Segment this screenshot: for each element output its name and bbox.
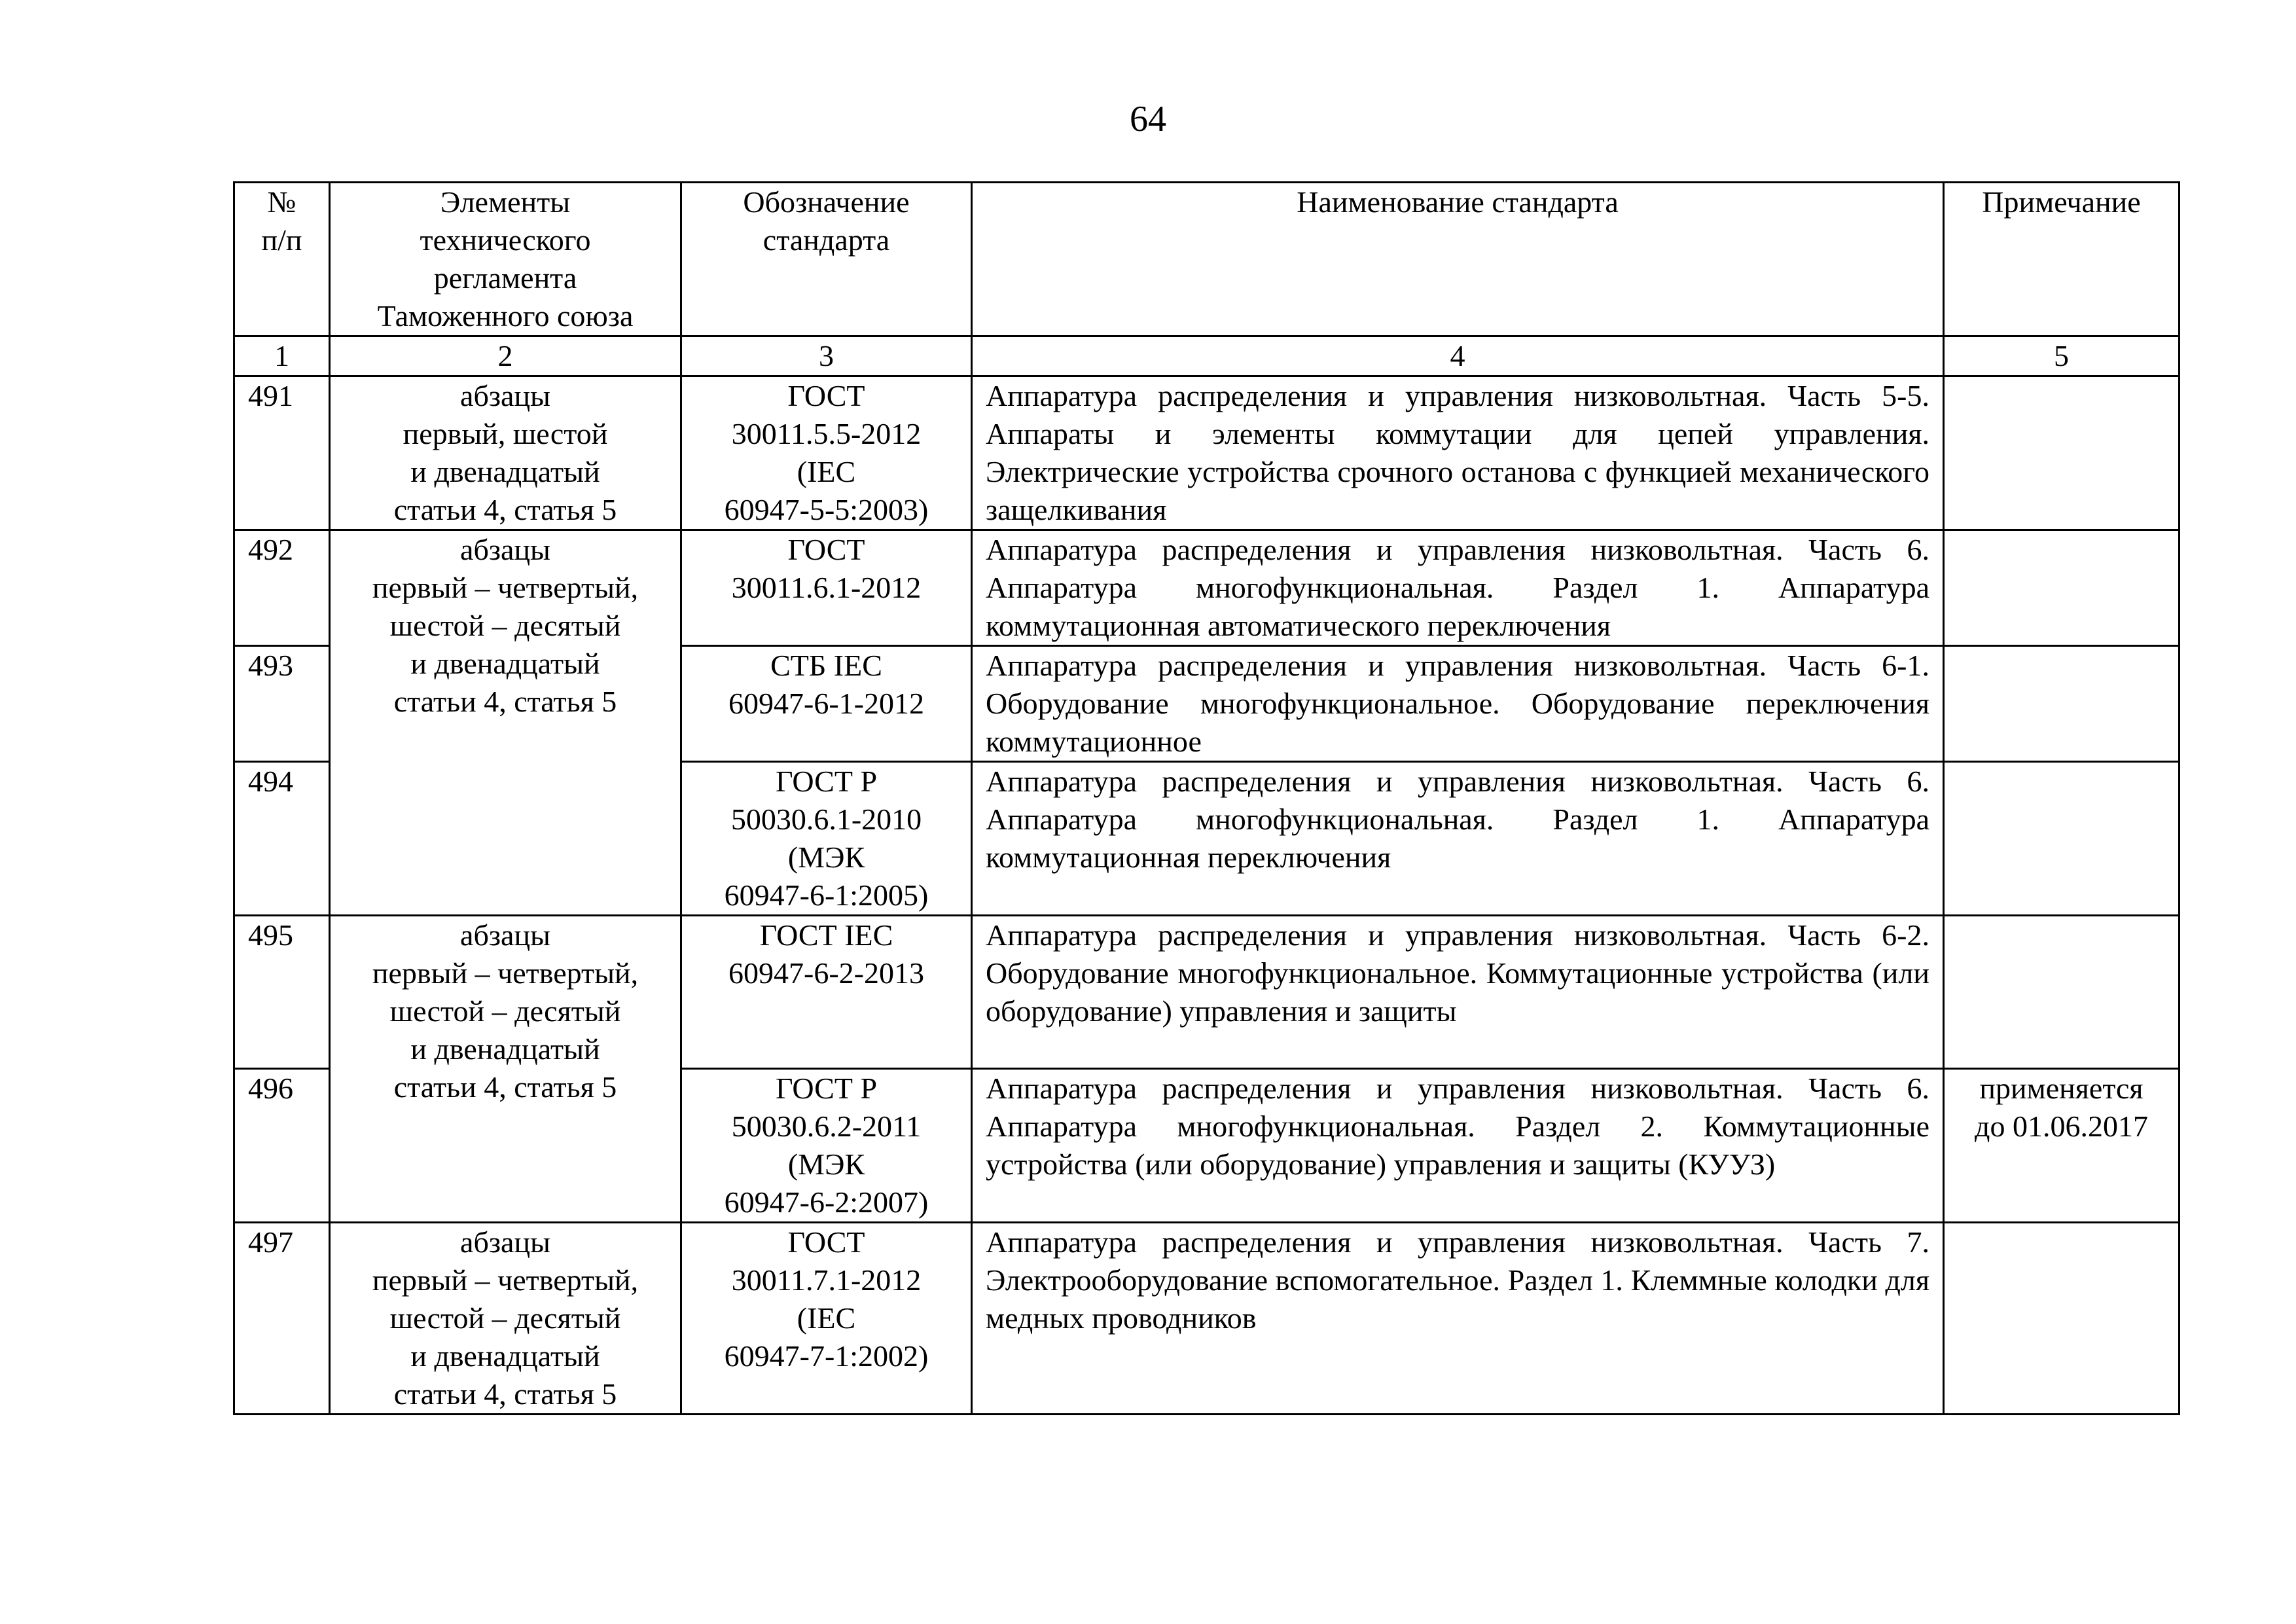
- elements-line: первый – четвертый,: [372, 571, 639, 604]
- elements-cell: [330, 530, 681, 916]
- designation-cell: [681, 1223, 972, 1415]
- header-number-cell: [234, 183, 330, 336]
- elements-line: шестой – десятый: [389, 994, 621, 1028]
- designation-cell: [681, 916, 972, 1069]
- table-row: [234, 1223, 2179, 1415]
- elements-line: абзацы: [460, 533, 550, 566]
- table-row: [234, 376, 2179, 530]
- designation-line: 30011.6.1-2012: [731, 571, 922, 604]
- header-text-line: Элементы: [440, 185, 571, 219]
- designation-cell: [681, 376, 972, 530]
- designation-line: 50030.6.2-2011: [731, 1110, 922, 1143]
- note-cell: [1944, 646, 2179, 762]
- elements-line: статьи 4, статья 5: [393, 1070, 617, 1104]
- column-number-cell: 5: [1944, 336, 2179, 376]
- elements-cell: [330, 1223, 681, 1415]
- row-number-cell: 494: [234, 762, 330, 916]
- column-number-cell: 4: [972, 336, 1944, 376]
- standard-name-cell: Аппаратура распределения и управления низковольтная. Часть 6-1. Оборудование многофункциональное. Оборудование переключения коммутационное: [972, 646, 1944, 762]
- row-number-cell: 497: [234, 1223, 330, 1415]
- designation-line: (МЭК: [787, 840, 865, 874]
- elements-line: первый, шестой: [403, 417, 608, 450]
- designation-line: (IEC: [797, 1301, 856, 1335]
- header-name-cell: Наименование стандарта: [972, 183, 1944, 336]
- designation-line: 30011.7.1-2012: [731, 1263, 922, 1297]
- elements-line: абзацы: [460, 379, 550, 412]
- note-cell: [1944, 1223, 2179, 1415]
- designation-line: 60947-5-5:2003): [724, 493, 929, 526]
- designation-line: ГОСТ IEC: [759, 918, 893, 952]
- page-number: 64: [1130, 99, 1166, 139]
- designation-line: ГОСТ: [787, 533, 865, 566]
- note-line: применяется: [1979, 1072, 2144, 1105]
- column-number-cell: 1: [234, 336, 330, 376]
- header-text-line: технического: [420, 223, 591, 257]
- note-cell: [1944, 762, 2179, 916]
- designation-line: СТБ IEC: [770, 649, 882, 682]
- note-line: до 01.06.2017: [1975, 1110, 2148, 1143]
- designation-line: 60947-6-1-2012: [728, 687, 924, 720]
- designation-line: 60947-6-2:2007): [724, 1185, 929, 1219]
- column-numbers-row: [234, 336, 2179, 376]
- designation-line: 60947-6-2-2013: [728, 956, 924, 990]
- row-number-cell: 492: [234, 530, 330, 646]
- standard-name-cell: Аппаратура распределения и управления низковольтная. Часть 5-5. Аппараты и элементы коммутации для цепей управления. Электрические устройства срочного останова с функцией механического защелкивания: [972, 376, 1944, 530]
- row-number-cell: 496: [234, 1069, 330, 1223]
- note-cell: [1944, 1069, 2179, 1223]
- table-row: [234, 530, 2179, 646]
- designation-cell: [681, 530, 972, 646]
- table-header-row: [234, 183, 2179, 336]
- elements-cell: [330, 376, 681, 530]
- header-text-line: Обозначение: [743, 185, 910, 219]
- note-cell: [1944, 916, 2179, 1069]
- row-number-cell: 495: [234, 916, 330, 1069]
- elements-line: и двенадцатый: [410, 1339, 600, 1373]
- standard-name-cell: Аппаратура распределения и управления низковольтная. Часть 6-2. Оборудование многофункциональное. Коммутационные устройства (или оборудование) управления и защиты: [972, 916, 1944, 1069]
- standard-name-cell: Аппаратура распределения и управления низковольтная. Часть 6. Аппаратура многофункциональная. Раздел 2. Коммутационные устройства (или оборудование) управления и защиты (КУУЗ): [972, 1069, 1944, 1223]
- elements-line: абзацы: [460, 1225, 550, 1259]
- row-number-cell: 491: [234, 376, 330, 530]
- header-text-line: №: [267, 185, 296, 219]
- designation-line: (МЭК: [787, 1147, 865, 1181]
- designation-line: ГОСТ Р: [775, 765, 878, 798]
- elements-line: статьи 4, статья 5: [393, 493, 617, 526]
- elements-line: статьи 4, статья 5: [393, 685, 617, 718]
- header-note-cell: Примечание: [1944, 183, 2179, 336]
- row-number-cell: 493: [234, 646, 330, 762]
- standards-table: [233, 181, 2180, 1415]
- designation-line: 50030.6.1-2010: [730, 803, 922, 836]
- header-text-line: п/п: [261, 223, 302, 257]
- standard-name-cell: Аппаратура распределения и управления низковольтная. Часть 7. Электрооборудование вспомогательное. Раздел 1. Клеммные колодки для медных проводников: [972, 1223, 1944, 1415]
- designation-cell: [681, 1069, 972, 1223]
- designation-cell: [681, 646, 972, 762]
- designation-line: ГОСТ: [787, 379, 865, 412]
- elements-line: шестой – десятый: [389, 1301, 621, 1335]
- header-text-line: Таможенного союза: [377, 299, 634, 333]
- standard-name-cell: Аппаратура распределения и управления низковольтная. Часть 6. Аппаратура многофункциональная. Раздел 1. Аппаратура коммутационная переключения: [972, 762, 1944, 916]
- elements-line: первый – четвертый,: [372, 1263, 639, 1297]
- header-elements-cell: [330, 183, 681, 336]
- standard-name-cell: Аппаратура распределения и управления низковольтная. Часть 6. Аппаратура многофункциональная. Раздел 1. Аппаратура коммутационная автоматического переключения: [972, 530, 1944, 646]
- elements-line: и двенадцатый: [410, 455, 600, 488]
- designation-line: ГОСТ Р: [775, 1072, 878, 1105]
- elements-line: шестой – десятый: [389, 609, 621, 642]
- header-text-line: стандарта: [762, 223, 890, 257]
- elements-line: и двенадцатый: [410, 1032, 600, 1066]
- designation-cell: [681, 762, 972, 916]
- elements-line: первый – четвертый,: [372, 956, 639, 990]
- designation-line: 30011.5.5-2012: [731, 417, 922, 450]
- note-cell: [1944, 530, 2179, 646]
- column-number-cell: 3: [681, 336, 972, 376]
- elements-line: статьи 4, статья 5: [393, 1377, 617, 1411]
- header-designation-cell: [681, 183, 972, 336]
- table-row: [234, 916, 2179, 1069]
- designation-line: (IEC: [797, 455, 856, 488]
- elements-line: абзацы: [460, 918, 550, 952]
- note-cell: [1944, 376, 2179, 530]
- designation-line: ГОСТ: [787, 1225, 865, 1259]
- designation-line: 60947-7-1:2002): [724, 1339, 929, 1373]
- column-number-cell: 2: [330, 336, 681, 376]
- elements-cell: [330, 916, 681, 1223]
- elements-line: и двенадцатый: [410, 647, 600, 680]
- header-text-line: регламента: [433, 261, 577, 295]
- designation-line: 60947-6-1:2005): [724, 878, 929, 912]
